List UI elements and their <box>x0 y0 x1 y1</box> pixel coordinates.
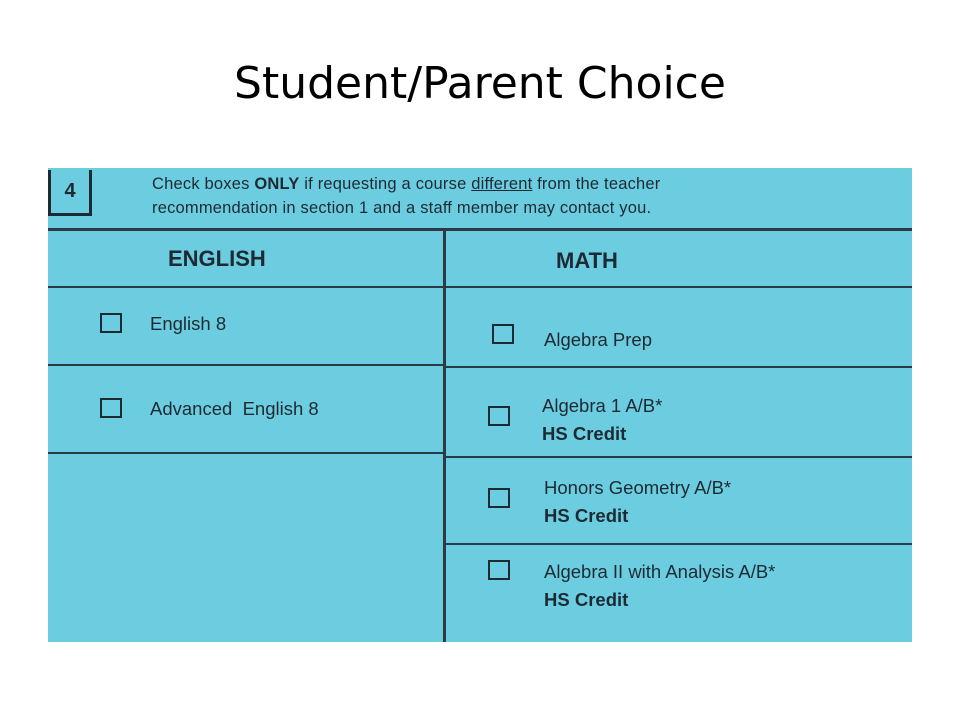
checkbox-algebra-prep[interactable] <box>492 324 514 344</box>
course-request-form <box>48 168 912 642</box>
instruction-line-2: recommendation in section 1 and a staff member may contact you. <box>152 199 652 217</box>
math-row-divider <box>446 456 912 458</box>
checkbox-algebra-1[interactable] <box>488 406 510 426</box>
slide-title: Student/Parent Choice <box>234 58 726 109</box>
option-algebra-1-credit: HS Credit <box>542 423 627 444</box>
header-divider <box>48 228 912 231</box>
english-header: ENGLISH <box>168 246 266 271</box>
english-row-divider <box>48 452 444 454</box>
option-algebra-1 <box>542 390 662 449</box>
option-algebra-prep: Algebra Prep <box>544 329 652 350</box>
column-divider <box>443 230 446 642</box>
option-english-8: English 8 <box>150 313 227 334</box>
math-row-divider <box>446 366 912 368</box>
option-algebra-2-analysis <box>544 556 775 615</box>
option-algebra-2-analysis-credit: HS Credit <box>544 589 629 610</box>
option-honors-geometry-credit: HS Credit <box>544 505 629 526</box>
option-algebra-2-analysis-label: Algebra II with Analysis A/B* <box>544 561 776 582</box>
checkbox-honors-geometry[interactable] <box>488 488 510 508</box>
english-row-divider <box>48 364 444 366</box>
column-header-divider <box>48 286 912 288</box>
checkbox-algebra-2-analysis[interactable] <box>488 560 510 580</box>
instructions <box>152 172 892 220</box>
instruction-line-1: Check boxes ONLY if requesting a course different from the teacher <box>152 175 661 193</box>
math-row-divider <box>446 543 912 545</box>
checkbox-advanced-english-8[interactable] <box>100 398 122 418</box>
option-honors-geometry <box>544 472 731 531</box>
checkbox-english-8[interactable] <box>100 313 122 333</box>
option-algebra-1-label: Algebra 1 A/B* <box>542 395 663 416</box>
option-honors-geometry-label: Honors Geometry A/B* <box>544 477 732 498</box>
section-number: 4 <box>48 170 92 216</box>
option-advanced-english-8: Advanced English 8 <box>150 398 319 419</box>
math-header: MATH <box>556 248 618 273</box>
